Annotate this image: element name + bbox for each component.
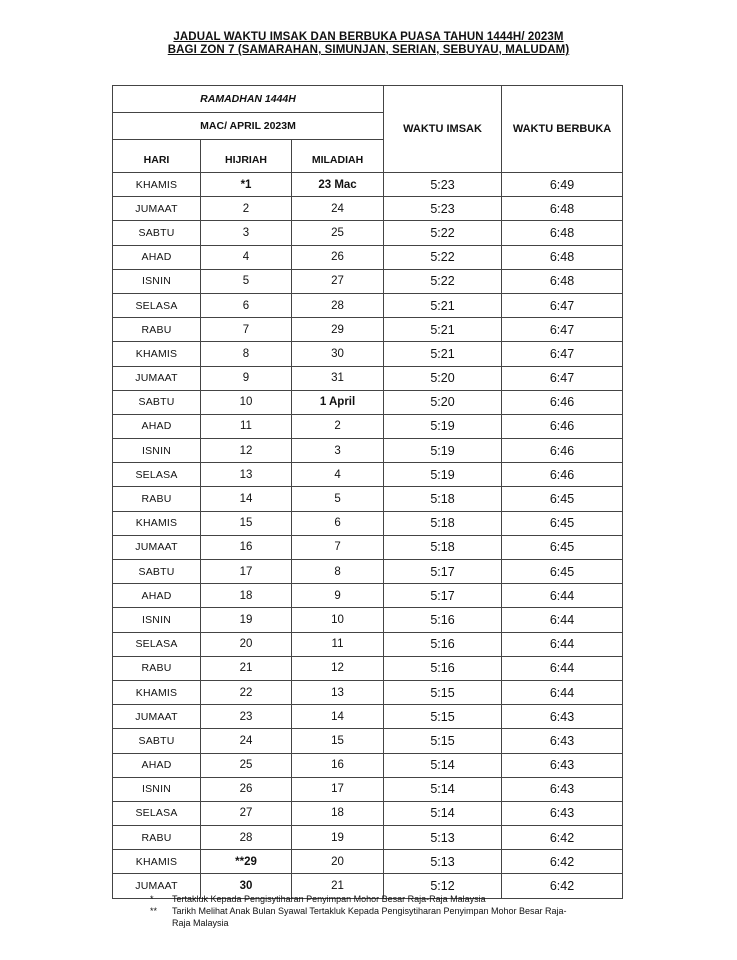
cell-waktu-imsak: 5:13 xyxy=(384,850,502,874)
table-row xyxy=(113,801,623,825)
cell-hari: JUMAAT xyxy=(113,197,201,221)
cell-waktu-berbuka: 6:46 xyxy=(502,414,623,438)
cell-hari: AHAD xyxy=(113,245,201,269)
cell-waktu-berbuka: 6:47 xyxy=(502,318,623,342)
table-row xyxy=(113,221,623,245)
footnotes xyxy=(150,893,570,929)
cell-waktu-berbuka: 6:43 xyxy=(502,753,623,777)
cell-hari: AHAD xyxy=(113,584,201,608)
header-ramadhan: RAMADHAN 1444H xyxy=(113,86,384,113)
cell-waktu-imsak: 5:12 xyxy=(384,874,502,898)
footnote xyxy=(150,893,570,905)
cell-hari: RABU xyxy=(113,487,201,511)
cell-waktu-imsak: 5:15 xyxy=(384,680,502,704)
footnote-text: Tarikh Melihat Anak Bulan Syawal Tertakluk Kepada Pengisytiharan Penyimpan Mohor Besar Raja-Raja Malaysia xyxy=(172,906,567,928)
cell-hari: AHAD xyxy=(113,414,201,438)
cell-hijriah: 5 xyxy=(201,269,292,293)
header-waktu-berbuka: WAKTU BERBUKA xyxy=(502,86,623,173)
cell-waktu-imsak: 5:19 xyxy=(384,439,502,463)
document-title: JADUAL WAKTU IMSAK DAN BERBUKA PUASA TAHUN 1444H/ 2023M xyxy=(173,31,564,43)
cell-waktu-imsak: 5:21 xyxy=(384,293,502,317)
cell-hijriah: 6 xyxy=(201,293,292,317)
cell-waktu-berbuka: 6:46 xyxy=(502,390,623,414)
table-row xyxy=(113,850,623,874)
cell-miladiah: 10 xyxy=(292,608,384,632)
footnote-marker: * xyxy=(150,894,154,904)
cell-waktu-berbuka: 6:43 xyxy=(502,729,623,753)
cell-hijriah: *1 xyxy=(201,173,292,197)
cell-hari: ISNIN xyxy=(113,777,201,801)
cell-miladiah: 21 xyxy=(292,874,384,898)
cell-miladiah: 7 xyxy=(292,535,384,559)
cell-waktu-imsak: 5:16 xyxy=(384,608,502,632)
table-row xyxy=(113,463,623,487)
table-row xyxy=(113,535,623,559)
cell-waktu-berbuka: 6:44 xyxy=(502,608,623,632)
cell-waktu-imsak: 5:22 xyxy=(384,221,502,245)
cell-miladiah: 8 xyxy=(292,560,384,584)
cell-miladiah: 13 xyxy=(292,680,384,704)
table-row xyxy=(113,729,623,753)
table-row xyxy=(113,777,623,801)
cell-hari: KHAMIS xyxy=(113,680,201,704)
document-subtitle-zone: BAGI ZON 7 (SAMARAHAN, SIMUNJAN, SERIAN, SEBUYAU, MALUDAM) xyxy=(167,44,570,56)
cell-waktu-berbuka: 6:43 xyxy=(502,777,623,801)
table-row xyxy=(113,632,623,656)
cell-hijriah: **29 xyxy=(201,850,292,874)
cell-waktu-imsak: 5:21 xyxy=(384,318,502,342)
cell-hijriah: 22 xyxy=(201,680,292,704)
footnote xyxy=(150,905,570,929)
cell-waktu-imsak: 5:14 xyxy=(384,753,502,777)
cell-miladiah: 20 xyxy=(292,850,384,874)
cell-waktu-berbuka: 6:42 xyxy=(502,874,623,898)
cell-waktu-berbuka: 6:45 xyxy=(502,511,623,535)
cell-waktu-berbuka: 6:46 xyxy=(502,463,623,487)
cell-hijriah: 25 xyxy=(201,753,292,777)
cell-hari: RABU xyxy=(113,656,201,680)
cell-hari: ISNIN xyxy=(113,439,201,463)
cell-miladiah: 24 xyxy=(292,197,384,221)
cell-hijriah: 23 xyxy=(201,705,292,729)
table-row xyxy=(113,269,623,293)
cell-miladiah: 16 xyxy=(292,753,384,777)
cell-miladiah: 27 xyxy=(292,269,384,293)
cell-hijriah: 26 xyxy=(201,777,292,801)
table-row xyxy=(113,342,623,366)
cell-waktu-imsak: 5:19 xyxy=(384,414,502,438)
cell-waktu-imsak: 5:17 xyxy=(384,560,502,584)
cell-hijriah: 10 xyxy=(201,390,292,414)
cell-waktu-imsak: 5:16 xyxy=(384,632,502,656)
cell-hari: SELASA xyxy=(113,801,201,825)
cell-hari: SABTU xyxy=(113,221,201,245)
header-miladiah: MILADIAH xyxy=(292,140,384,173)
cell-hari: JUMAAT xyxy=(113,366,201,390)
cell-hijriah: 19 xyxy=(201,608,292,632)
table-row xyxy=(113,826,623,850)
cell-miladiah: 2 xyxy=(292,414,384,438)
table-row xyxy=(113,560,623,584)
cell-waktu-berbuka: 6:49 xyxy=(502,173,623,197)
cell-hijriah: 27 xyxy=(201,801,292,825)
table-row xyxy=(113,608,623,632)
cell-hijriah: 7 xyxy=(201,318,292,342)
cell-hijriah: 9 xyxy=(201,366,292,390)
cell-waktu-berbuka: 6:44 xyxy=(502,680,623,704)
table-row xyxy=(113,584,623,608)
cell-hari: KHAMIS xyxy=(113,173,201,197)
cell-waktu-imsak: 5:17 xyxy=(384,584,502,608)
cell-hari: AHAD xyxy=(113,753,201,777)
cell-waktu-imsak: 5:22 xyxy=(384,245,502,269)
cell-waktu-imsak: 5:21 xyxy=(384,342,502,366)
table-row xyxy=(113,390,623,414)
table-row xyxy=(113,487,623,511)
cell-waktu-imsak: 5:15 xyxy=(384,705,502,729)
cell-waktu-berbuka: 6:48 xyxy=(502,245,623,269)
cell-miladiah: 29 xyxy=(292,318,384,342)
table-row xyxy=(113,197,623,221)
cell-miladiah: 9 xyxy=(292,584,384,608)
cell-waktu-berbuka: 6:48 xyxy=(502,221,623,245)
cell-hari: ISNIN xyxy=(113,608,201,632)
cell-waktu-berbuka: 6:44 xyxy=(502,584,623,608)
cell-miladiah: 23 Mac xyxy=(292,173,384,197)
cell-waktu-imsak: 5:18 xyxy=(384,535,502,559)
cell-miladiah: 15 xyxy=(292,729,384,753)
cell-hijriah: 17 xyxy=(201,560,292,584)
cell-miladiah: 26 xyxy=(292,245,384,269)
cell-hijriah: 18 xyxy=(201,584,292,608)
table-row xyxy=(113,439,623,463)
table-row xyxy=(113,656,623,680)
cell-miladiah: 5 xyxy=(292,487,384,511)
cell-waktu-berbuka: 6:45 xyxy=(502,560,623,584)
header-mac-april: MAC/ APRIL 2023M xyxy=(113,113,384,140)
cell-hijriah: 24 xyxy=(201,729,292,753)
cell-waktu-berbuka: 6:44 xyxy=(502,656,623,680)
cell-hijriah: 12 xyxy=(201,439,292,463)
cell-hijriah: 3 xyxy=(201,221,292,245)
cell-hijriah: 13 xyxy=(201,463,292,487)
cell-hari: JUMAAT xyxy=(113,874,201,898)
cell-hijriah: 16 xyxy=(201,535,292,559)
footnote-text: Tertakluk Kepada Pengisytiharan Penyimpan Mohor Besar Raja-Raja Malaysia xyxy=(172,894,486,904)
table-row xyxy=(113,680,623,704)
cell-waktu-berbuka: 6:48 xyxy=(502,197,623,221)
table-row xyxy=(113,705,623,729)
cell-miladiah: 19 xyxy=(292,826,384,850)
cell-waktu-berbuka: 6:46 xyxy=(502,439,623,463)
cell-waktu-berbuka: 6:47 xyxy=(502,342,623,366)
cell-hijriah: 20 xyxy=(201,632,292,656)
table-row xyxy=(113,293,623,317)
cell-waktu-imsak: 5:20 xyxy=(384,390,502,414)
cell-miladiah: 1 April xyxy=(292,390,384,414)
cell-waktu-imsak: 5:23 xyxy=(384,173,502,197)
table-row xyxy=(113,173,623,197)
cell-miladiah: 4 xyxy=(292,463,384,487)
cell-waktu-berbuka: 6:47 xyxy=(502,366,623,390)
cell-hijriah: 28 xyxy=(201,826,292,850)
table-row xyxy=(113,366,623,390)
cell-miladiah: 28 xyxy=(292,293,384,317)
cell-hari: KHAMIS xyxy=(113,342,201,366)
cell-waktu-imsak: 5:22 xyxy=(384,269,502,293)
cell-miladiah: 6 xyxy=(292,511,384,535)
header-hari: HARI xyxy=(113,140,201,173)
table-row xyxy=(113,753,623,777)
cell-hijriah: 2 xyxy=(201,197,292,221)
cell-waktu-berbuka: 6:48 xyxy=(502,269,623,293)
cell-hari: JUMAAT xyxy=(113,535,201,559)
cell-hari: SELASA xyxy=(113,463,201,487)
cell-waktu-berbuka: 6:43 xyxy=(502,801,623,825)
table-row xyxy=(113,511,623,535)
cell-hari: JUMAAT xyxy=(113,705,201,729)
cell-waktu-imsak: 5:14 xyxy=(384,777,502,801)
cell-waktu-imsak: 5:13 xyxy=(384,826,502,850)
cell-miladiah: 25 xyxy=(292,221,384,245)
cell-waktu-imsak: 5:18 xyxy=(384,487,502,511)
cell-hijriah: 14 xyxy=(201,487,292,511)
cell-miladiah: 14 xyxy=(292,705,384,729)
cell-miladiah: 18 xyxy=(292,801,384,825)
header-hijriah: HIJRIAH xyxy=(201,140,292,173)
cell-miladiah: 17 xyxy=(292,777,384,801)
cell-waktu-imsak: 5:14 xyxy=(384,801,502,825)
cell-hari: ISNIN xyxy=(113,269,201,293)
schedule-table xyxy=(112,85,623,899)
cell-waktu-berbuka: 6:43 xyxy=(502,705,623,729)
cell-hari: KHAMIS xyxy=(113,511,201,535)
cell-hari: RABU xyxy=(113,826,201,850)
cell-hari: SELASA xyxy=(113,293,201,317)
cell-waktu-berbuka: 6:45 xyxy=(502,535,623,559)
table-row xyxy=(113,245,623,269)
cell-waktu-berbuka: 6:44 xyxy=(502,632,623,656)
cell-waktu-imsak: 5:19 xyxy=(384,463,502,487)
cell-waktu-berbuka: 6:45 xyxy=(502,487,623,511)
cell-waktu-berbuka: 6:42 xyxy=(502,850,623,874)
cell-miladiah: 3 xyxy=(292,439,384,463)
cell-hari: SABTU xyxy=(113,560,201,584)
cell-miladiah: 11 xyxy=(292,632,384,656)
table-row xyxy=(113,318,623,342)
cell-waktu-berbuka: 6:47 xyxy=(502,293,623,317)
cell-waktu-imsak: 5:18 xyxy=(384,511,502,535)
cell-waktu-berbuka: 6:42 xyxy=(502,826,623,850)
cell-hijriah: 4 xyxy=(201,245,292,269)
cell-hari: SELASA xyxy=(113,632,201,656)
cell-waktu-imsak: 5:23 xyxy=(384,197,502,221)
cell-miladiah: 30 xyxy=(292,342,384,366)
cell-hari: RABU xyxy=(113,318,201,342)
cell-hari: SABTU xyxy=(113,729,201,753)
cell-hijriah: 11 xyxy=(201,414,292,438)
cell-hari: KHAMIS xyxy=(113,850,201,874)
cell-waktu-imsak: 5:20 xyxy=(384,366,502,390)
cell-hijriah: 30 xyxy=(201,874,292,898)
cell-miladiah: 31 xyxy=(292,366,384,390)
cell-hari: SABTU xyxy=(113,390,201,414)
cell-hijriah: 21 xyxy=(201,656,292,680)
table-row xyxy=(113,414,623,438)
cell-miladiah: 12 xyxy=(292,656,384,680)
cell-waktu-imsak: 5:15 xyxy=(384,729,502,753)
cell-hijriah: 8 xyxy=(201,342,292,366)
footnote-marker: ** xyxy=(150,906,158,916)
cell-hijriah: 15 xyxy=(201,511,292,535)
cell-waktu-imsak: 5:16 xyxy=(384,656,502,680)
header-waktu-imsak: WAKTU IMSAK xyxy=(384,86,502,173)
